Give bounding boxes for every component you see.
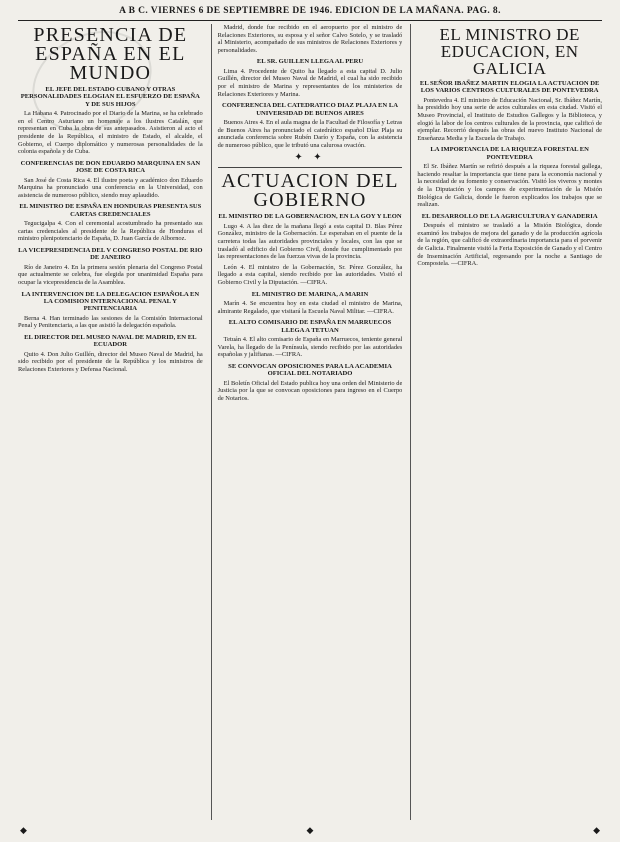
section-heading: CONFERENCIA DEL CATEDRATICO DIAZ PLAJA EN LA UNIVERSIDAD DE BUENOS AIRES xyxy=(222,102,398,117)
section-heading: LA INTERVENCION DE LA DELEGACION ESPAÑOLA EN LA COMISION INTERNACIONAL PENAL Y PENITENCIARIA xyxy=(21,290,200,313)
article-paragraph: Tetuán 4. El alto comisario de España en Marruecos, teniente general Varela, ha llegado de la Península, siendo recibido por las autoridades españolas y jalifianas. —CIFRA. xyxy=(217,335,403,359)
article-paragraph: Berna 4. Han terminado las sesiones de la Comisión Internacional Penal y Penitenciaria, a las que asistió la delegación española. xyxy=(18,314,203,330)
section-heading: EL ALTO COMISARIO DE ESPAÑA EN MARRUECOS LLEGA A TETUAN xyxy=(228,319,392,334)
article-paragraph: Después el ministro se trasladó a la Misión Biológica, donde examinó los trabajos de mejora del ganado y de la producción agrícola de la región, que calificó de extraordinaria importancia para el porvenir de Galicia. Finalmente visitó la Feria Exposición de Ganado y el Centro de Inseminación Artificial, regresando por la noche a Santiago de Compostela. —CIFRA. xyxy=(417,222,603,268)
section-heading: EL SR. GUILLEN LLEGA AL PERU xyxy=(256,58,364,66)
page-columns xyxy=(18,24,602,820)
article-paragraph: Madrid, donde fue recibido en el aeropuerto por el ministro de Relaciones Exteriores, su esposa y el señor Calvo Sotelo, y se trasladó al Ministerio, acompañado de sus ministros de Relaciones Exteriores y personalidades. xyxy=(217,24,403,54)
column-2 xyxy=(211,24,403,820)
article-paragraph: Quito 4. Don Julio Guillén, director del Museo Naval de Madrid, ha sido recibido por el presidente de la República y los ministros de Relaciones Exteriores y Defensa Nacional. xyxy=(18,350,203,373)
article-paragraph: Lugo 4. A las diez de la mañana llegó a esta capital D. Blas Pérez González, ministro de la Gobernación. Le esperaban en el puente de la carretera todas las autoridades provinciales y locales, con las que se trasladó al edificio del Gobierno Civil, donde fue cumplimentado por las representaciones de las fuerzas vivas de la provincia. xyxy=(217,222,403,261)
divider-rule xyxy=(218,167,403,168)
column-3 xyxy=(410,24,602,820)
registration-mark-icon: ◆ xyxy=(593,826,600,836)
subheadline: EL SEÑOR IBAÑEZ MARTIN ELOGIA LA ACTUACION DE LOS VARIOS CENTROS CULTURALES DE PONTEVEDRA xyxy=(419,80,600,95)
section-heading: EL MINISTRO DE ESPAÑA EN HONDURAS PRESENTA SUS CARTAS CREDENCIALES xyxy=(19,203,202,218)
article-paragraph: El Boletín Oficial del Estado publica hoy una orden del Ministerio de Justicia por la que se convocan oposiciones para ingreso en el Cuerpo de Notarios. xyxy=(217,379,403,402)
article-paragraph: Río de Janeiro 4. En la primera sesión plenaria del Congreso Postal que actualmente se celebra, fue elegida por unanimidad España para ocupar la vicepresidencia de la Asamblea. xyxy=(18,263,203,286)
section-heading: EL MINISTRO DE MARINA, A MARIN xyxy=(251,290,369,298)
article-paragraph: León 4. El ministro de la Gobernación, Sr. Pérez González, ha llegado a esta capital, siendo recibido por las autoridades. Visitó el Gobierno Civil y la Diputación. —CIFRA. xyxy=(217,263,403,286)
headline-ministro-educacion: EL MINISTRO DE EDUCACION, EN GALICIA xyxy=(439,25,580,78)
subheadline: EL JEFE DEL ESTADO CUBANO Y OTRAS PERSONALIDADES ELOGIAN EL ESFUERZO DE ESPAÑA Y DE SUS HIJOS xyxy=(20,86,200,108)
article-paragraph: Marín 4. Se encuentra hoy en esta ciudad el ministro de Marina, almirante Regalado, que visitará la Escuela Naval Militar. —CIFRA. xyxy=(217,299,403,315)
section-heading: LA IMPORTANCIA DE LA RIQUEZA FORESTAL EN PONTEVEDRA xyxy=(430,146,589,161)
registration-mark-icon: ◆ xyxy=(20,826,27,836)
article-paragraph: La Habana 4. Patrocinado por el Diario de la Marina, se ha celebrado en el Centro Asturiano un homenaje a los ilustres Catalán, que representan en Cuba la obra de sus antepasados. Asistieron al acto el presidente de la República, el ministro de Estado, el alcalde, el Gobierno, el Cuerpo diplomático y numerosas personalidades de la colonia española y de Cuba. xyxy=(18,110,203,156)
subheadline: EL MINISTRO DE LA GOBERNACION, EN LA GOY Y LEON xyxy=(218,213,402,221)
column-1 xyxy=(18,24,203,820)
article-paragraph: Buenos Aires 4. En el aula magna de la Facultad de Filosofía y Letras de Buenos Aires ha pronunciado el catedrático español Díaz Plaja su anunciada conferencia sobre Rubén Darío y España, con la asistencia de numeroso público, que le tributó una calurosa ovación. xyxy=(217,118,403,149)
article-paragraph: Lima 4. Procedente de Quito ha llegado a esta capital D. Julio Guillén, director del Museo Naval de Madrid, el cual ha sido recibido por el ministro de Marina y representantes de los ministerios de Relaciones Exteriores y Marina. xyxy=(217,67,403,98)
running-header: A B C. VIERNES 6 DE SEPTIEMBRE DE 1946. EDICION DE LA MAÑANA. PAG. 8. xyxy=(119,6,501,16)
headline-actuacion: ACTUACION DEL GOBIERNO xyxy=(221,170,399,212)
section-heading: SE CONVOCAN OPOSICIONES PARA LA ACADEMIA OFICIAL DEL NOTARIADO xyxy=(228,362,392,378)
footer-marks xyxy=(20,826,600,838)
article-paragraph: Pontevedra 4. El ministro de Educación Nacional, Sr. Ibáñez Martín, ha presidido hoy una serie de actos culturales en esta ciudad. Visitó el Museo Provincial, el Instituto de Estudios Gallegos y la Biblioteca, y elogió la labor de los centros culturales de la provincia, que calificó de ejemplar. Recorrió después las obras del nuevo Instituto Nacional de Enseñanza Media y la Escuela de Trabajo. xyxy=(417,96,603,142)
registration-mark-icon: ◆ xyxy=(306,826,314,836)
section-heading: CONFERENCIAS DE DON EDUARDO MARQUINA EN SAN JOSE DE COSTA RICA xyxy=(20,159,201,175)
article-paragraph: Tegucigalpa 4. Con el ceremonial acostumbrado ha presentado sus cartas credenciales al presidente de la República de Honduras el ministro plenipotenciario de España, D. Juan García de Albornoz. xyxy=(18,220,203,243)
section-heading: EL DIRECTOR DEL MUSEO NAVAL DE MADRID, EN EL ECUADOR xyxy=(24,333,197,349)
header-rule xyxy=(18,20,602,21)
ornament-divider: ✦ ✦ xyxy=(294,152,326,164)
headline-presencia: PRESENCIA DE ESPAÑA EN EL MUNDO xyxy=(33,24,188,84)
article-paragraph: San José de Costa Rica 4. El ilustre poeta y académico don Eduardo Marquina ha pronunciado una conferencia en la Universidad, con asistencia de numeroso público, siendo muy aplaudido. xyxy=(18,176,203,199)
article-paragraph: El Sr. Ibáñez Martín se refirió después a la riqueza forestal gallega, haciendo resaltar la importancia que tiene para la economía nacional y la necesidad de su fomento y conservación. Visitó los viveros y montes de la Diputación y los campos de experimentación de la Misión Biológica de Galicia, donde le fueron explicados los trabajos que se realizan. xyxy=(417,163,603,209)
section-heading: EL DESARROLLO DE LA AGRICULTURA Y GANADERIA xyxy=(421,212,598,220)
section-heading: LA VICEPRESIDENCIA DEL V CONGRESO POSTAL DE RIO DE JANEIRO xyxy=(18,246,203,262)
